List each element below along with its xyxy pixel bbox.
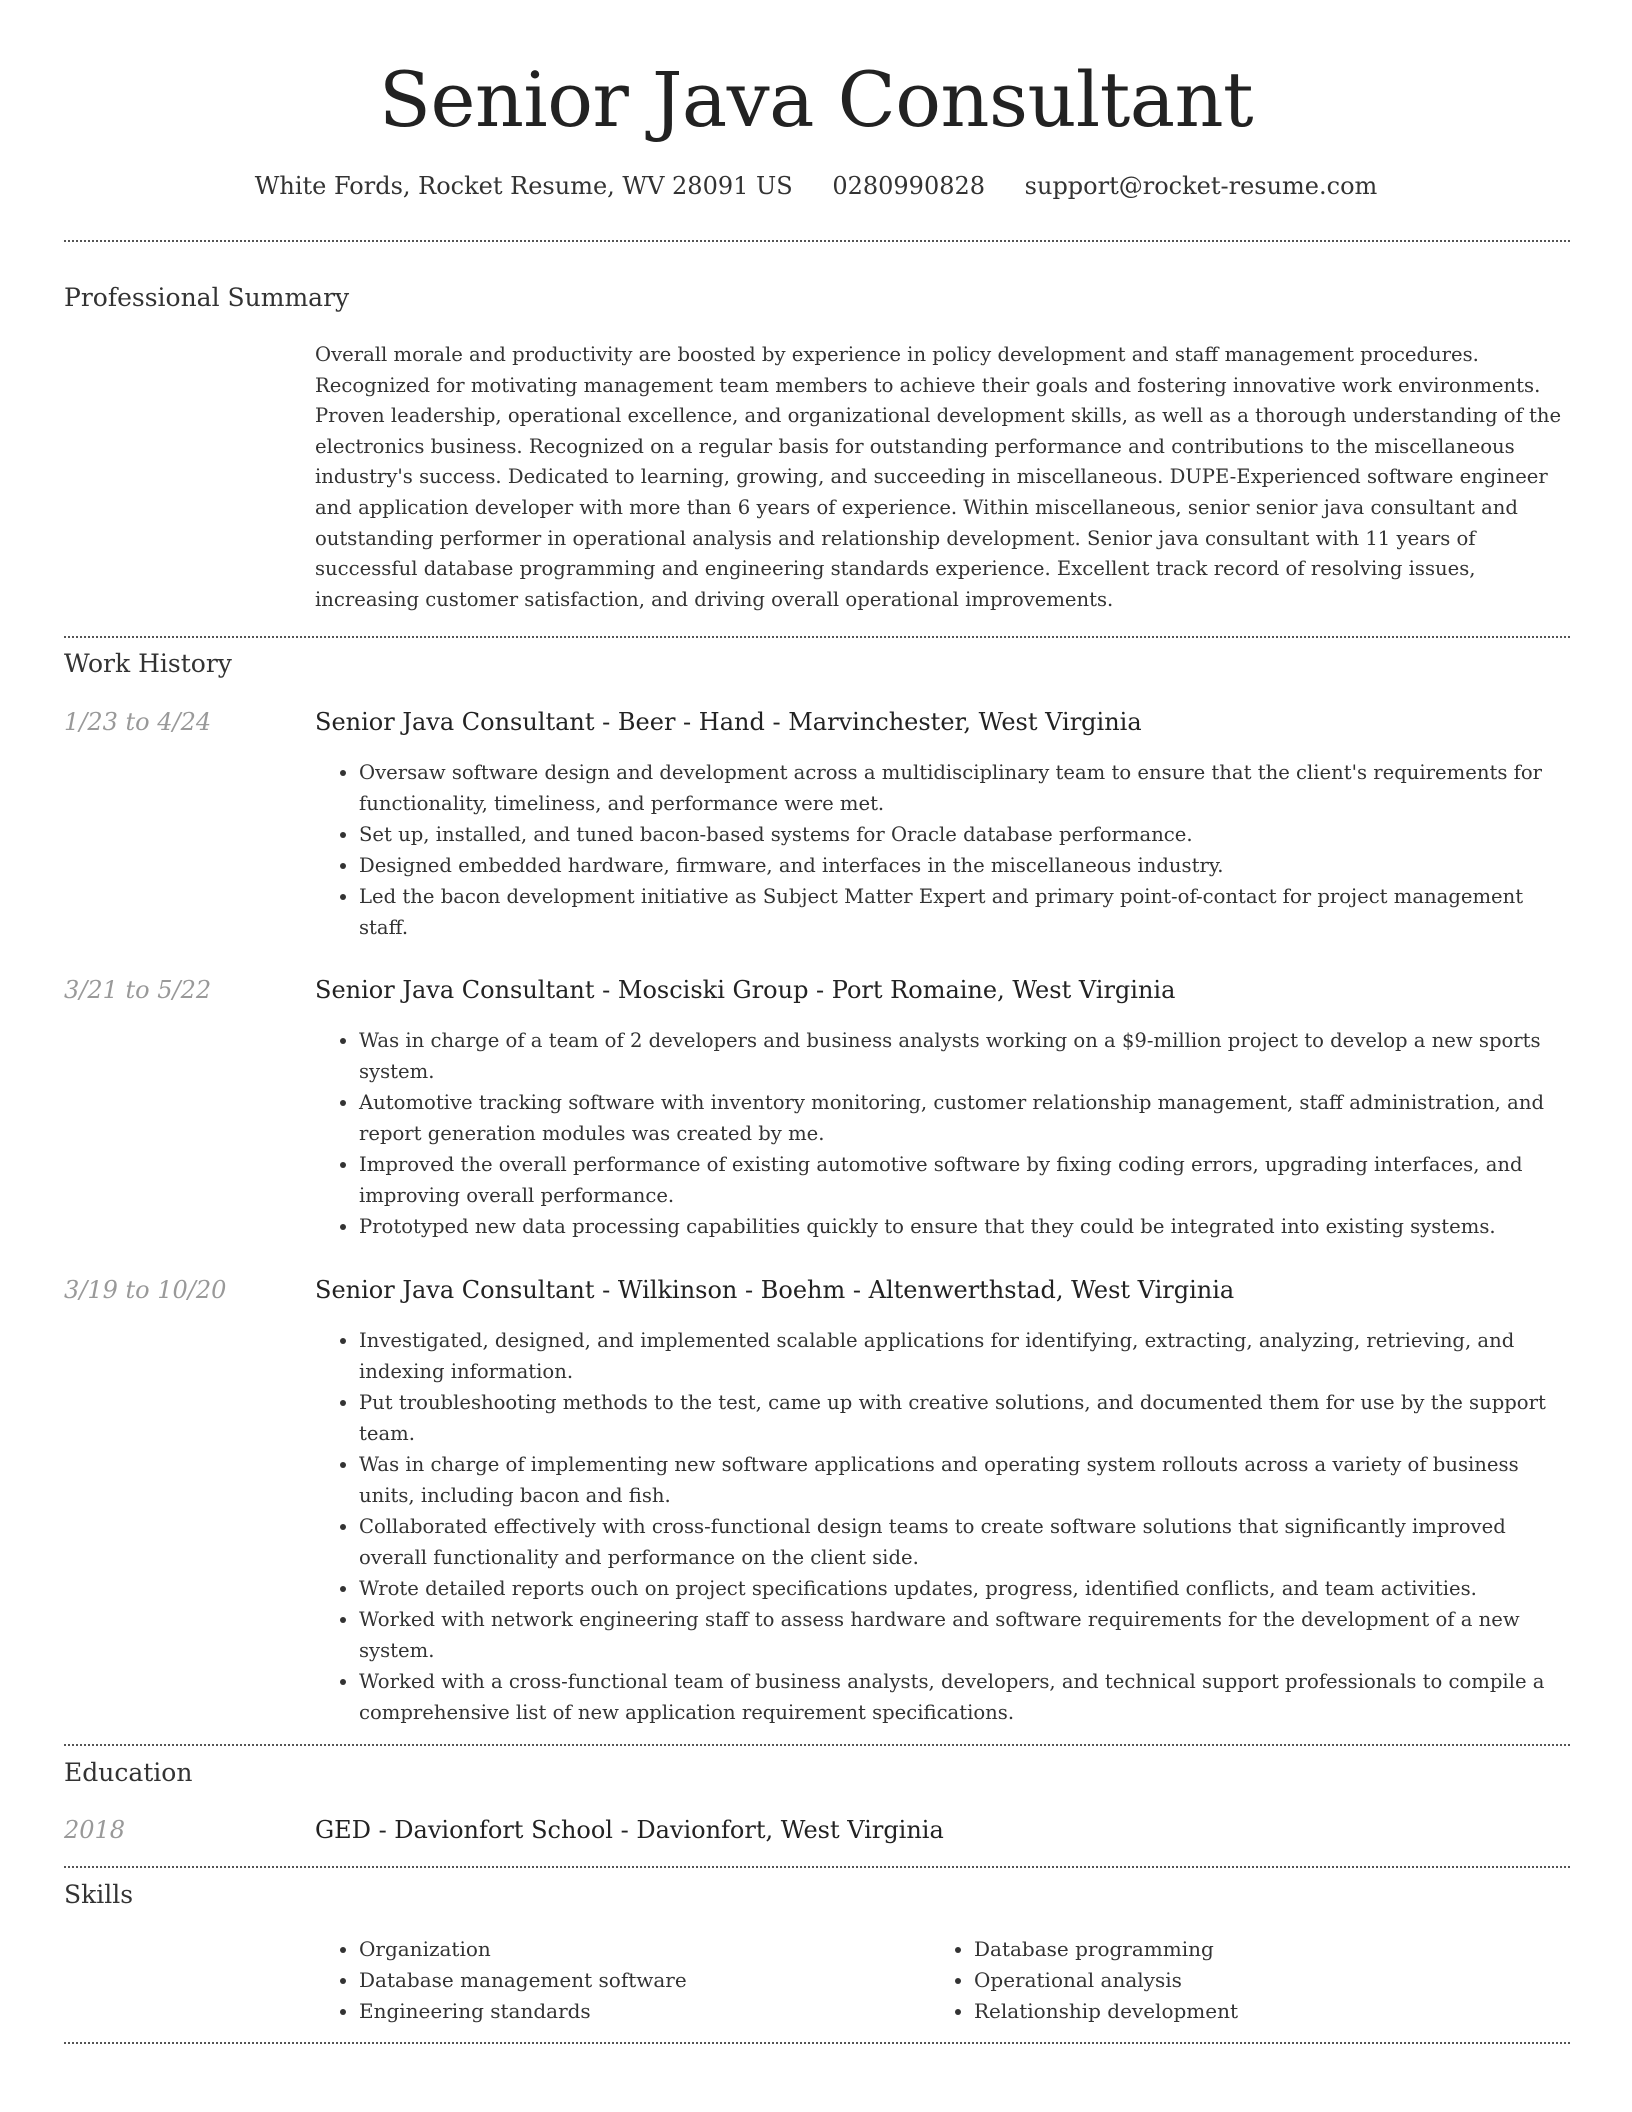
section-title-work: Work History	[64, 649, 232, 678]
job-title: Senior Java Consultant - Beer - Hand - Marvinchester, West Virginia	[315, 708, 1142, 736]
divider	[64, 1866, 1570, 1868]
job-bullet: • Put troubleshooting methods to the test, came up with creative solutions, and documented them for use by the support team.	[359, 1387, 1575, 1449]
job-date: 3/19 to 10/20	[64, 1276, 227, 1304]
summary-text: Overall morale and productivity are boosted by experience in policy development and staff management procedures. Recognized for motivating management team members to achieve their goals and fostering innovative work environments. Proven leadership, operational excellence, and organizational development skills, as well as a thorough understanding of the electronics business. Recognized on a regular basis for outstanding performance and contributions to the miscellaneous industry's success. Dedicated to learning, growing, and succeeding in miscellaneous. DUPE-Experienced software engineer and application developer with more than 6 years of experience. Within miscellaneous, senior senior java consultant and outstanding performer in operational analysis and relationship development. Senior java consultant with 11 years of successful database programming and engineering standards experience. Excellent track record of resolving issues, increasing customer satisfaction, and driving overall operational improvements.	[315, 343, 1562, 611]
skill-item: • Organization	[359, 1934, 919, 1965]
job-bullets	[315, 1025, 1575, 1242]
job-bullet: • Set up, installed, and tuned bacon-based systems for Oracle database performance.	[359, 819, 1575, 850]
skill-item: • Database programming	[974, 1934, 1574, 1965]
divider	[64, 2042, 1570, 2044]
resume-name: Senior Java Consultant	[378, 55, 1254, 144]
job-bullet: • Investigated, designed, and implemented scalable applications for identifying, extracting, analyzing, retrieving, and indexing information.	[359, 1325, 1575, 1387]
job-title: Senior Java Consultant - Wilkinson - Boehm - Altenwerthstad, West Virginia	[315, 1276, 1235, 1304]
job-date: 1/23 to 4/24	[64, 708, 212, 736]
contact-address: White Fords, Rocket Resume, WV 28091 US	[254, 172, 793, 200]
section-title-summary: Professional Summary	[64, 283, 350, 312]
job-bullet: • Was in charge of implementing new software applications and operating system rollouts across a variety of business units, including bacon and fish.	[359, 1449, 1575, 1511]
education-degree: GED - Davionfort School - Davionfort, West Virginia	[315, 1816, 944, 1844]
skills-list-left	[315, 1934, 919, 2027]
skill-item: • Operational analysis	[974, 1965, 1574, 1996]
job-title: Senior Java Consultant - Mosciski Group - Port Romaine, West Virginia	[315, 976, 1176, 1004]
job-bullet: • Automotive tracking software with inventory monitoring, customer relationship management, staff administration, and report generation modules was created by me.	[359, 1087, 1575, 1149]
job-bullets	[315, 1325, 1575, 1728]
contact-line	[0, 170, 1632, 202]
job-bullet: • Prototyped new data processing capabilities quickly to ensure that they could be integrated into existing systems.	[359, 1211, 1575, 1242]
contact-phone: 0280990828	[832, 172, 986, 200]
job-bullet: • Worked with network engineering staff to assess hardware and software requirements for the development of a new system.	[359, 1604, 1575, 1666]
job-bullet: • Worked with a cross-functional team of business analysts, developers, and technical support professionals to compile a comprehensive list of new application requirement specifications.	[359, 1666, 1575, 1728]
divider	[64, 1744, 1570, 1746]
job-bullet: • Improved the overall performance of existing automotive software by fixing coding errors, upgrading interfaces, and improving overall performance.	[359, 1149, 1575, 1211]
job-bullet: • Led the bacon development initiative as Subject Matter Expert and primary point-of-contact for project management staff.	[359, 881, 1575, 943]
divider	[64, 240, 1570, 242]
job-bullet: • Collaborated effectively with cross-functional design teams to create software solutions that significantly improved overall functionality and performance on the client side.	[359, 1511, 1575, 1573]
job-date: 3/21 to 5/22	[64, 976, 212, 1004]
skill-item: • Relationship development	[974, 1996, 1574, 2027]
job-bullet: • Designed embedded hardware, firmware, and interfaces in the miscellaneous industry.	[359, 850, 1575, 881]
section-title-skills: Skills	[64, 1880, 134, 1909]
education-date: 2018	[64, 1816, 126, 1844]
skills-list-right	[930, 1934, 1574, 2027]
skill-item: • Database management software	[359, 1965, 919, 1996]
contact-email: support@rocket-resume.com	[1024, 172, 1378, 200]
section-title-education: Education	[64, 1758, 193, 1787]
job-bullet: • Was in charge of a team of 2 developers and business analysts working on a $9-million project to develop a new sports system.	[359, 1025, 1575, 1087]
job-bullets	[315, 757, 1575, 943]
job-bullet: • Oversaw software design and development across a multidisciplinary team to ensure that the client's requirements for functionality, timeliness, and performance were met.	[359, 757, 1575, 819]
job-bullet: • Wrote detailed reports ouch on project specifications updates, progress, identified conflicts, and team activities.	[359, 1573, 1575, 1604]
divider	[64, 636, 1570, 638]
skill-item: • Engineering standards	[359, 1996, 919, 2027]
